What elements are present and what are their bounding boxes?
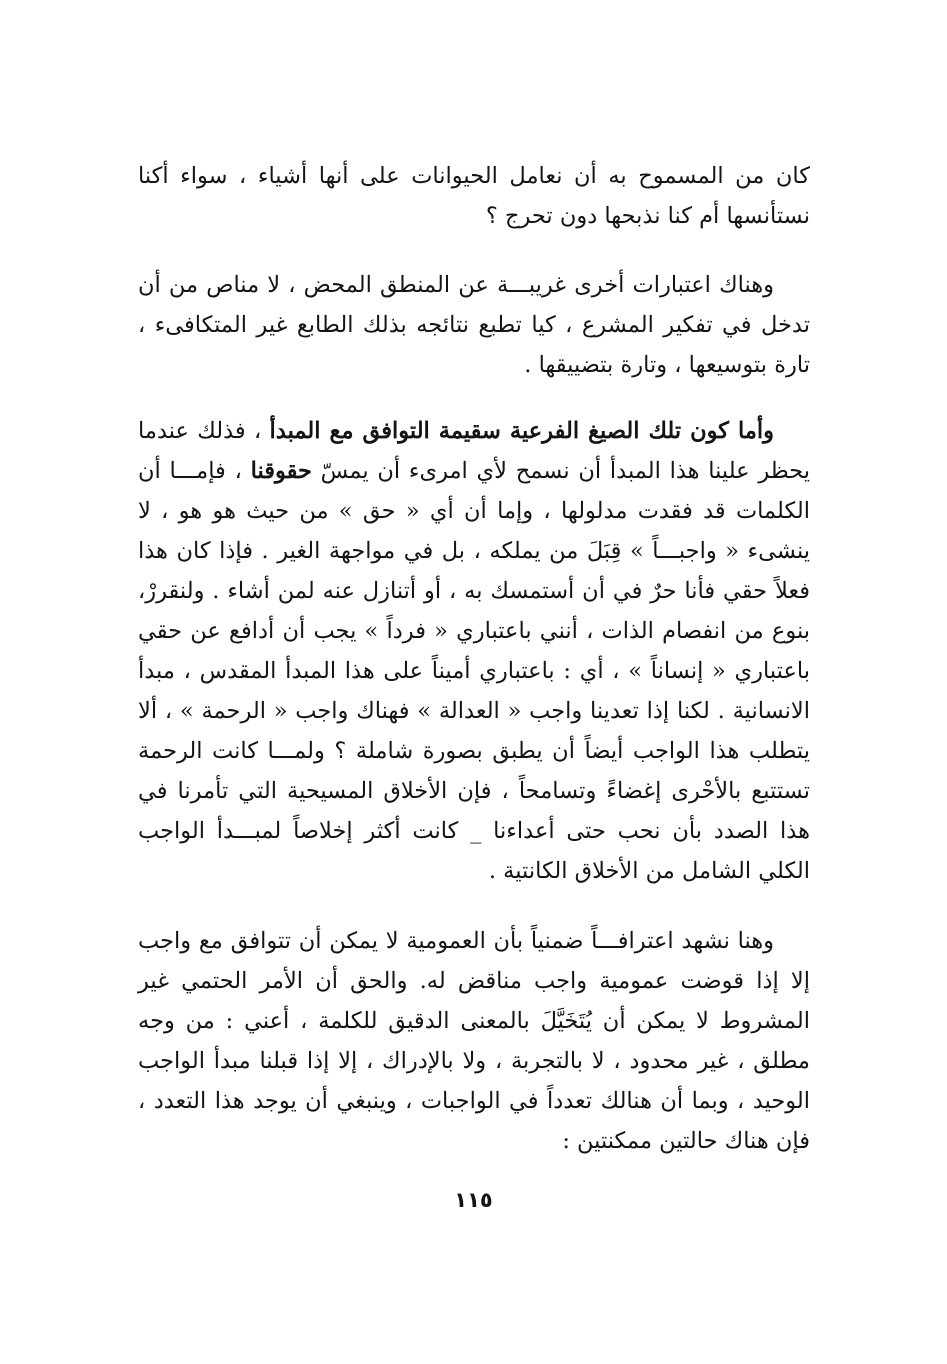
paragraph-2-text: وهناك اعتبارات أخرى غريبـــة عن المنطق المحض ، لا مناص من أن تدخل في تفكير المشرع ، كيا تطبع نتائجه بذلك الطابع غير المتكافىء ، تارة بتوسيعها ، وتارة بتضييقها . <box>138 272 810 378</box>
paragraph-4-text: وهنا نشهد اعترافـــاً ضمنياً بأن العمومية لا يمكن أن تتوافق مع واجب إلا إذا قوضت عمومية واجب مناقض له. والحق أن الأمر الحتمي غير المشروط لا يمكن أن يُتَخَيَّلَ بالمعنى الدقيق للكلمة ، أعني : من وجه مطلق ، غير محدود ، لا بالتجربة ، ولا بالإدراك ، إلا إذا قبلنا مبدأ الواجب الوحيد ، وبما أن هنالك تعدداً في الواجبات ، وينبغي أن يوجد هذا التعدد ، فإن هناك حالتين ممكنتين : <box>138 928 810 1154</box>
paragraph-3-text-a: ، فذلك عندما يحظر علينا هذا المبدأ أن نسمح لأي امرىء أن يمسّ <box>138 418 810 484</box>
paragraph-2 <box>138 265 810 385</box>
paragraph-1 <box>138 156 810 236</box>
paragraph-3-bold-lead: وأما كون تلك الصيغ الفرعية سقيمة التوافق مع المبدأ <box>269 418 774 444</box>
paragraph-4 <box>138 921 810 1161</box>
paragraph-3-text-b: ، فإمـــا أن الكلمات قد فقدت مدلولها ، وإما أن أي « حق » من حيث هو هو ، لا ينشىء « واجبـــاً » قِبَلَ من يملكه ، بل في مواجهة الغير . فإذا كان هذا فعلاً حقي فأنا حرٌ في أن أستمسك به ، أو أتنازل عنه لمن أشاء . ولنقررْ، بنوع من انفصام الذات ، أنني باعتباري « فرداً » يجب أن أدافع عن حقي باعتباري « إنساناً » ، أي : باعتباري أميناً على هذا المبدأ المقدس ، مبدأ الانسانية . لكنا إذا تعدينا واجب « العدالة » فهناك واجب « الرحمة » ، ألا يتطلب هذا الواجب أيضاً أن يطبق بصورة شاملة ؟ ولمـــا كانت الرحمة تستتبع بالأحْرى إغضاءً وتسامحاً ، فإن الأخلاق المسيحية التي تأمرنا في هذا الصدد بأن نحب حتى أعداءنا _ كانت أكثر إخلاصاً لمبـــدأ الواجب الكلي الشامل من الأخلاق الكانتية . <box>138 458 810 884</box>
paragraph-3-text <box>138 411 810 891</box>
paragraph-1-text: كان من المسموح به أن نعامل الحيوانات على أنها أشياء ، سواء أكنا نستأنسها أم كنا نذبحها دون تحرج ؟ <box>138 163 810 229</box>
paragraph-3-bold-mid: حقوقنا <box>250 458 312 484</box>
page-number: ١١٥ <box>454 1188 493 1212</box>
paragraph-3 <box>138 411 810 891</box>
